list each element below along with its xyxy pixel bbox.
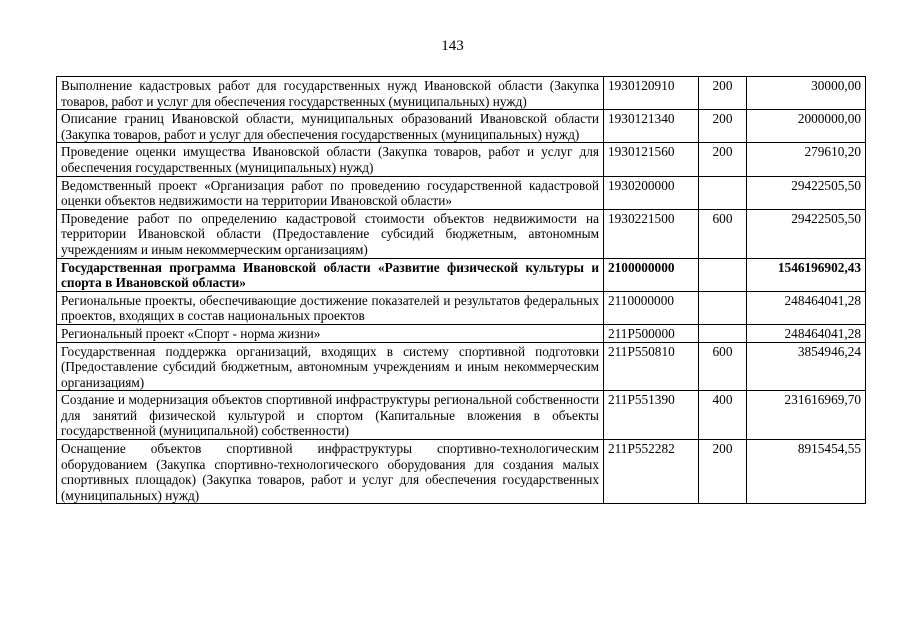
target-code-cell: 211P550810 <box>604 342 699 391</box>
target-code-cell: 2110000000 <box>604 291 699 324</box>
amount-cell: 8915454,55 <box>747 440 866 504</box>
amount-cell: 1546196902,43 <box>747 258 866 291</box>
table-row <box>57 291 866 324</box>
expense-type-cell <box>699 324 747 342</box>
amount-cell: 30000,00 <box>747 77 866 110</box>
page-number: 143 <box>441 38 464 54</box>
table-row <box>57 176 866 209</box>
amount-cell: 231616969,70 <box>747 391 866 440</box>
amount-cell: 3854946,24 <box>747 342 866 391</box>
item-name-cell: Проведение оценки имущества Ивановской области (Закупка товаров, работ и услуг для обеспечения государственных (муниципальных) нужд) <box>57 143 604 176</box>
table-row <box>57 324 866 342</box>
expense-type-cell: 600 <box>699 342 747 391</box>
item-name-cell: Ведомственный проект «Организация работ по проведению государственной кадастровой оценки объектов недвижимости на территории Ивановской области» <box>57 176 604 209</box>
target-code-cell: 1930200000 <box>604 176 699 209</box>
item-name-cell: Региональный проект «Спорт - норма жизни» <box>57 324 604 342</box>
expense-type-cell: 200 <box>699 440 747 504</box>
expense-type-cell: 400 <box>699 391 747 440</box>
amount-cell: 29422505,50 <box>747 176 866 209</box>
expense-type-cell: 200 <box>699 77 747 110</box>
table-row <box>57 258 866 291</box>
expense-type-cell: 200 <box>699 143 747 176</box>
amount-cell: 248464041,28 <box>747 324 866 342</box>
expense-type-cell <box>699 176 747 209</box>
item-name-cell: Государственная программа Ивановской области «Развитие физической культуры и спорта в Ивановской области» <box>57 258 604 291</box>
table-row <box>57 391 866 440</box>
target-code-cell: 1930120910 <box>604 77 699 110</box>
item-name-cell: Проведение работ по определению кадастровой стоимости объектов недвижимости на территории Ивановской области (Предоставление субсидий бюджетным, автономным учреждениям и иным некоммерческим организациям) <box>57 209 604 258</box>
table-row <box>57 440 866 504</box>
target-code-cell: 1930221500 <box>604 209 699 258</box>
item-name-cell: Создание и модернизация объектов спортивной инфраструктуры региональной собственности для занятий физической культурой и спортом (Капитальные вложения в объекты государственной (муниципальной) собственности) <box>57 391 604 440</box>
item-name-cell: Оснащение объектов спортивной инфраструктуры спортивно-технологическим оборудованием (Закупка спортивно-технологического оборудования для создания малых спортивных площадок) (Закупка товаров, работ и услуг для обеспечения государственных (муниципальных) нужд) <box>57 440 604 504</box>
budget-table <box>56 76 866 504</box>
item-name-cell: Государственная поддержка организаций, входящих в систему спортивной подготовки (Предоставление субсидий бюджетным, автономным учреждениям и иным некоммерческим организациям) <box>57 342 604 391</box>
table-row <box>57 209 866 258</box>
amount-cell: 2000000,00 <box>747 110 866 143</box>
expense-type-cell: 600 <box>699 209 747 258</box>
expense-type-cell <box>699 291 747 324</box>
amount-cell: 29422505,50 <box>747 209 866 258</box>
table-row <box>57 143 866 176</box>
target-code-cell: 1930121560 <box>604 143 699 176</box>
amount-cell: 279610,20 <box>747 143 866 176</box>
table-row <box>57 110 866 143</box>
target-code-cell: 1930121340 <box>604 110 699 143</box>
target-code-cell: 211P500000 <box>604 324 699 342</box>
target-code-cell: 211P552282 <box>604 440 699 504</box>
expense-type-cell <box>699 258 747 291</box>
table-row <box>57 77 866 110</box>
item-name-cell: Выполнение кадастровых работ для государственных нужд Ивановской области (Закупка товаров, работ и услуг для обеспечения государственных (муниципальных) нужд) <box>57 77 604 110</box>
budget-table-body <box>57 77 866 504</box>
amount-cell: 248464041,28 <box>747 291 866 324</box>
item-name-cell: Региональные проекты, обеспечивающие достижение показателей и результатов федеральных проектов, входящих в состав национальных проектов <box>57 291 604 324</box>
target-code-cell: 2100000000 <box>604 258 699 291</box>
target-code-cell: 211P551390 <box>604 391 699 440</box>
item-name-cell: Описание границ Ивановской области, муниципальных образований Ивановской области (Закупка товаров, работ и услуг для обеспечения государственных (муниципальных) нужд) <box>57 110 604 143</box>
table-row <box>57 342 866 391</box>
expense-type-cell: 200 <box>699 110 747 143</box>
